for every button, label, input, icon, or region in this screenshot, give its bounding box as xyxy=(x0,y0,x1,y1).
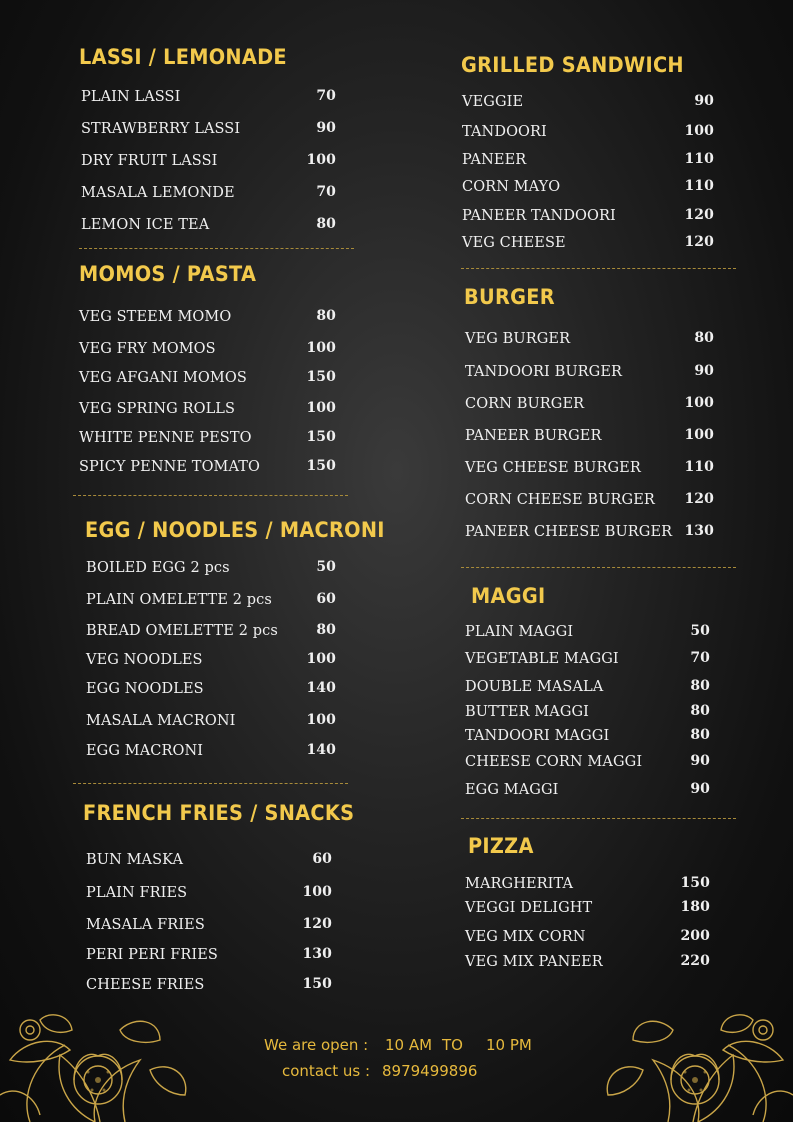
menu-item-name: PANEER BURGER xyxy=(465,428,602,444)
menu-item-price: 180 xyxy=(680,899,710,915)
menu-item-price: 80 xyxy=(316,622,336,638)
menu-item-price: 60 xyxy=(312,851,332,867)
menu-item-name: BUN MASKA xyxy=(86,852,184,868)
menu-item-price: 120 xyxy=(684,234,714,250)
menu-item-name: TANDOORI xyxy=(462,124,547,140)
menu-item-price: 100 xyxy=(684,123,714,139)
menu-item-name: VEG CHEESE BURGER xyxy=(465,460,641,476)
menu-item-name: PANEER TANDOORI xyxy=(462,208,616,224)
menu-item-price: 90 xyxy=(690,781,710,797)
menu-item-price: 220 xyxy=(680,953,710,969)
menu-item-price: 100 xyxy=(684,395,714,411)
menu-item-name: VEG MIX CORN xyxy=(465,929,586,945)
menu-item-name: VEG MIX PANEER xyxy=(465,954,603,970)
menu-item-name: DRY FRUIT LASSI xyxy=(81,153,218,169)
menu-item-name: WHITE PENNE PESTO xyxy=(79,430,252,446)
menu-item-price: 200 xyxy=(680,928,710,944)
menu-item-name: VEGGIE xyxy=(462,94,524,110)
menu-item-price: 130 xyxy=(302,946,332,962)
menu-item-name: CORN BURGER xyxy=(465,396,585,412)
floral-ornament-icon xyxy=(598,1000,793,1122)
section-title-burger: BURGER xyxy=(464,285,555,309)
section-title-lassi: LASSI / LEMONADE xyxy=(79,45,287,69)
menu-item-name: VEGGI DELIGHT xyxy=(465,900,593,916)
menu-item-name: TANDOORI BURGER xyxy=(465,364,623,380)
menu-item-name: CHEESE FRIES xyxy=(86,977,205,993)
menu-item-name: VEG STEEM MOMO xyxy=(79,309,232,325)
menu-item-price: 80 xyxy=(694,330,714,346)
menu-item-price: 70 xyxy=(316,184,336,200)
menu-item-name: EGG MACRONI xyxy=(86,743,204,759)
menu-item-price: 150 xyxy=(302,976,332,992)
menu-item-price: 120 xyxy=(684,207,714,223)
menu-item-name: PANEER xyxy=(462,152,527,168)
floral-ornament-icon xyxy=(0,1000,195,1122)
menu-item-price: 80 xyxy=(690,727,710,743)
menu-item-name: BREAD OMELETTE 2 pcs xyxy=(86,623,278,639)
section-title-pizza: PIZZA xyxy=(468,834,534,858)
menu-item-price: 90 xyxy=(694,363,714,379)
menu-item-name: VEG NOODLES xyxy=(86,652,203,668)
menu-item-name: CORN CHEESE BURGER xyxy=(465,492,655,508)
section-title-momos: MOMOS / PASTA xyxy=(79,262,257,286)
menu-item-price: 70 xyxy=(316,88,336,104)
menu-item-price: 100 xyxy=(306,152,336,168)
menu-item-price: 140 xyxy=(306,680,336,696)
menu-item-name: PLAIN FRIES xyxy=(86,885,188,901)
menu-item-price: 110 xyxy=(684,178,714,194)
menu-item-name: EGG MAGGI xyxy=(465,782,559,798)
divider xyxy=(73,495,348,496)
menu-item-price: 110 xyxy=(684,459,714,475)
menu-item-price: 90 xyxy=(690,753,710,769)
menu-item-name: VEGETABLE MAGGI xyxy=(465,651,619,667)
divider xyxy=(79,248,354,249)
divider xyxy=(73,783,348,784)
menu-item-name: EGG NOODLES xyxy=(86,681,204,697)
section-title-maggi: MAGGI xyxy=(471,584,546,608)
menu-item-name: LEMON ICE TEA xyxy=(81,217,210,233)
section-title-fries: FRENCH FRIES / SNACKS xyxy=(83,801,355,825)
menu-item-name: MASALA FRIES xyxy=(86,917,205,933)
menu-item-price: 150 xyxy=(306,429,336,445)
section-title-egg: EGG / NOODLES / MACRONI xyxy=(85,518,385,542)
menu-item-price: 80 xyxy=(316,216,336,232)
menu-item-price: 140 xyxy=(306,742,336,758)
menu-item-price: 80 xyxy=(690,678,710,694)
menu-item-name: PLAIN OMELETTE 2 pcs xyxy=(86,592,272,608)
menu-item-price: 130 xyxy=(684,523,714,539)
menu-item-price: 100 xyxy=(306,400,336,416)
menu-item-price: 80 xyxy=(316,308,336,324)
divider xyxy=(461,818,736,819)
menu-item-price: 90 xyxy=(316,120,336,136)
divider xyxy=(461,567,736,568)
menu-item-price: 100 xyxy=(306,340,336,356)
menu-item-name: CHEESE CORN MAGGI xyxy=(465,754,643,770)
menu-item-price: 150 xyxy=(306,369,336,385)
menu-item-name: SPICY PENNE TOMATO xyxy=(79,459,261,475)
open-to: TO xyxy=(442,1036,463,1054)
menu-item-price: 100 xyxy=(302,884,332,900)
menu-item-price: 120 xyxy=(302,916,332,932)
menu-item-price: 100 xyxy=(306,651,336,667)
menu-item-price: 80 xyxy=(690,703,710,719)
menu-item-name: VEG BURGER xyxy=(465,331,571,347)
menu-item-price: 100 xyxy=(684,427,714,443)
menu-item-price: 120 xyxy=(684,491,714,507)
menu-item-price: 50 xyxy=(316,559,336,575)
open-until: 10 PM xyxy=(486,1036,532,1054)
menu-item-name: VEG FRY MOMOS xyxy=(79,341,216,357)
menu-item-name: PLAIN LASSI xyxy=(81,89,181,105)
menu-item-name: VEG SPRING ROLLS xyxy=(79,401,236,417)
menu-item-price: 60 xyxy=(316,591,336,607)
menu-item-name: MASALA MACRONI xyxy=(86,713,236,729)
menu-item-price: 70 xyxy=(690,650,710,666)
contact-phone[interactable]: 8979499896 xyxy=(382,1062,478,1080)
menu-item-price: 90 xyxy=(694,93,714,109)
menu-item-name: PLAIN MAGGI xyxy=(465,624,574,640)
menu-item-price: 50 xyxy=(690,623,710,639)
open-hours-label: We are open : xyxy=(264,1036,369,1054)
menu-item-name: PERI PERI FRIES xyxy=(86,947,218,963)
menu-item-name: STRAWBERRY LASSI xyxy=(81,121,241,137)
section-title-sandwich: GRILLED SANDWICH xyxy=(461,53,684,77)
menu-item-name: TANDOORI MAGGI xyxy=(465,728,610,744)
menu-item-name: BOILED EGG 2 pcs xyxy=(86,560,230,576)
open-from: 10 AM xyxy=(385,1036,433,1054)
menu-item-name: CORN MAYO xyxy=(462,179,561,195)
menu-item-name: BUTTER MAGGI xyxy=(465,704,590,720)
menu-item-name: VEG AFGANI MOMOS xyxy=(79,370,247,386)
menu-item-price: 100 xyxy=(306,712,336,728)
menu-item-name: MARGHERITA xyxy=(465,876,574,892)
menu-item-name: VEG CHEESE xyxy=(462,235,566,251)
menu-item-price: 150 xyxy=(306,458,336,474)
menu-item-name: DOUBLE MASALA xyxy=(465,679,604,695)
menu-item-price: 110 xyxy=(684,151,714,167)
menu-item-name: MASALA LEMONDE xyxy=(81,185,235,201)
divider xyxy=(461,268,736,269)
menu-item-name: PANEER CHEESE BURGER xyxy=(465,524,673,540)
contact-label: contact us : xyxy=(282,1062,371,1080)
menu-item-price: 150 xyxy=(680,875,710,891)
